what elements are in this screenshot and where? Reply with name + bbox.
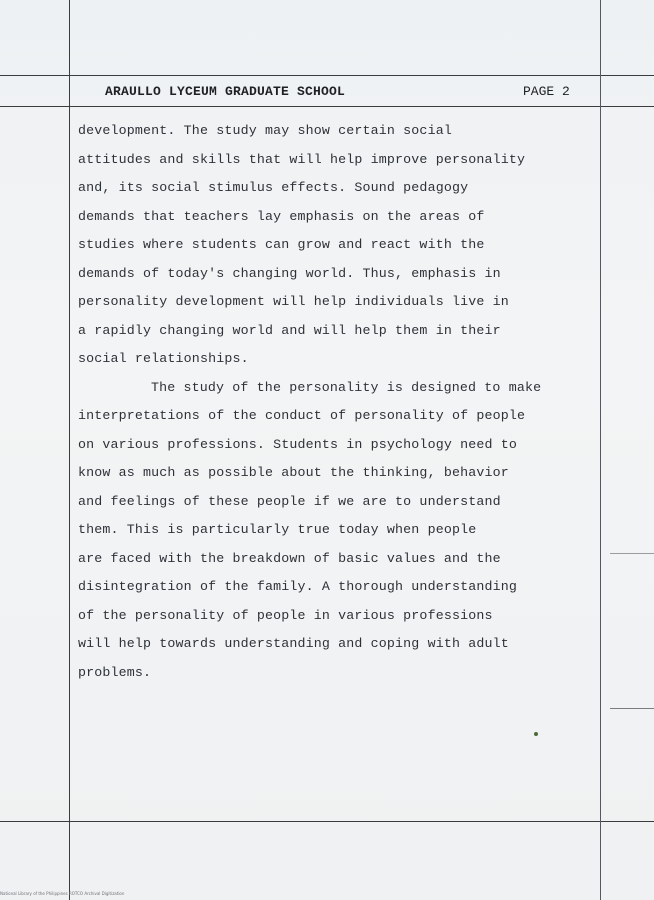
- text-line: demands that teachers lay emphasis on the areas of: [78, 208, 485, 224]
- header-bottom-rule: [0, 106, 654, 107]
- school-name-heading: ARAULLO LYCEUM GRADUATE SCHOOL: [105, 84, 346, 99]
- text-line: demands of today's changing world. Thus, emphasis in: [78, 265, 501, 281]
- text-line: social relationships.: [78, 351, 249, 366]
- scan-smudge: [534, 732, 538, 736]
- left-margin-rule: [69, 0, 70, 900]
- scan-footer-note: National Library of the Philippines ROTCO Archival Digitization: [0, 891, 125, 896]
- text-line: problems.: [78, 664, 152, 680]
- text-line: on various professions. Students in psychology need to: [78, 436, 517, 452]
- right-edge-tick: [610, 708, 654, 709]
- text-line: them. This is particularly true today when people: [78, 522, 477, 537]
- text-line: studies where students can grow and react with the: [78, 237, 485, 252]
- right-margin-rule: [600, 0, 601, 900]
- text-line: development. The study may show certain social: [78, 123, 452, 138]
- text-line: will help towards understanding and coping with adult: [78, 636, 509, 651]
- text-line: are faced with the breakdown of basic values and the: [78, 550, 501, 566]
- top-rule: [0, 75, 654, 76]
- text-line-paragraph-start: The study of the personality is designed to make: [151, 379, 542, 395]
- text-line: and, its social stimulus effects. Sound pedagogy: [78, 180, 469, 195]
- right-edge-tick-2: [610, 553, 654, 554]
- footer-rule: [0, 821, 654, 822]
- body-text: [78, 117, 598, 687]
- text-line: know as much as possible about the thinking, behavior: [78, 465, 509, 480]
- text-line: a rapidly changing world and will help them in their: [78, 322, 501, 338]
- text-line: of the personality of people in various professions: [78, 607, 493, 623]
- text-line: and feelings of these people if we are to understand: [78, 493, 501, 509]
- text-line: attitudes and skills that will help improve personality: [78, 151, 526, 167]
- page-number: PAGE 2: [523, 84, 570, 99]
- text-line: disintegration of the family. A thorough understanding: [78, 579, 517, 594]
- text-line: interpretations of the conduct of personality of people: [78, 408, 526, 423]
- text-line: personality development will help individuals live in: [78, 294, 509, 309]
